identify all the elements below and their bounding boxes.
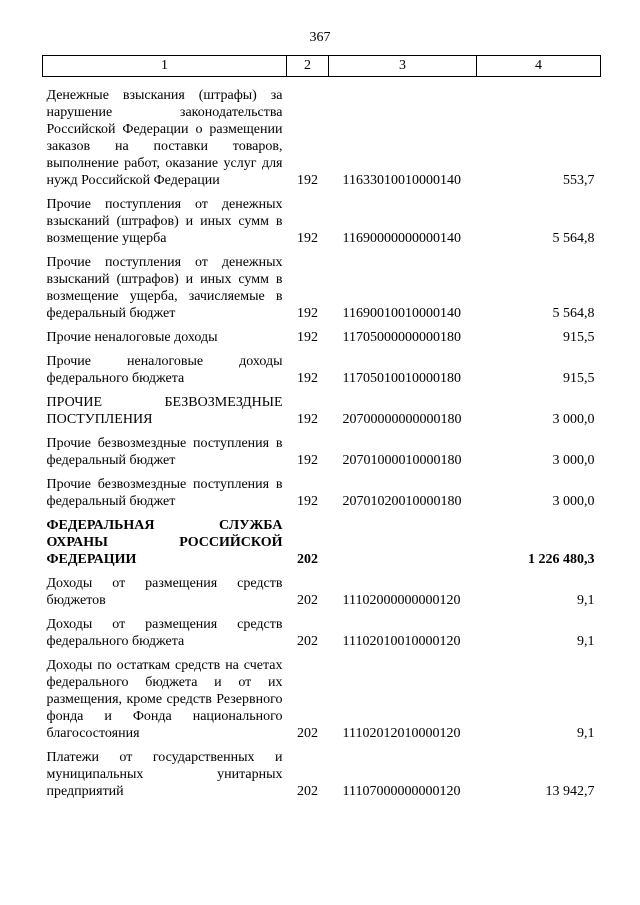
row-amount: 9,1 bbox=[577, 634, 595, 649]
table-row bbox=[43, 568, 601, 609]
row-admin-code: 192 bbox=[297, 231, 318, 246]
row-name: ФЕДЕРАЛЬНАЯ СЛУЖБА ОХРАНЫ РОССИЙСКОЙ ФЕДЕРАЦИИ bbox=[46, 518, 283, 567]
table-header-row bbox=[43, 56, 601, 77]
row-amount: 5 564,8 bbox=[552, 306, 595, 321]
header-col-3: 3 bbox=[329, 56, 477, 77]
header-col-2: 2 bbox=[287, 56, 329, 77]
row-admin-code: 202 bbox=[297, 552, 318, 567]
row-amount: 553,7 bbox=[563, 173, 595, 188]
row-revenue-code: 11107000000000120 bbox=[342, 784, 461, 799]
row-admin-code: 192 bbox=[297, 306, 318, 321]
row-admin-code: 202 bbox=[297, 784, 318, 799]
row-amount: 915,5 bbox=[563, 330, 595, 345]
table-row bbox=[43, 387, 601, 428]
table-row bbox=[43, 189, 601, 247]
row-admin-code: 202 bbox=[297, 726, 318, 741]
row-revenue-code: 11705010010000180 bbox=[342, 371, 461, 386]
row-name: ПРОЧИЕ БЕЗВОЗМЕЗДНЫЕ ПОСТУПЛЕНИЯ bbox=[46, 395, 283, 427]
row-revenue-code: 11102000000000120 bbox=[342, 593, 461, 608]
row-admin-code: 192 bbox=[297, 453, 318, 468]
row-name: Прочие поступления от денежных взысканий (штрафов) и иных сумм в возмещение ущерба, зачисляемые в федеральный бюджет bbox=[46, 255, 283, 321]
row-revenue-code: 11690010010000140 bbox=[342, 306, 461, 321]
header-col-1: 1 bbox=[43, 56, 287, 77]
row-name: Денежные взыскания (штрафы) за нарушение законодательства Российской Федерации о размещении заказов на поставки товаров, выполнение работ, оказание услуг для нужд Российской Федерации bbox=[46, 88, 283, 188]
row-name: Доходы от размещения средств федерального бюджета bbox=[46, 617, 283, 649]
row-name: Прочие неналоговые доходы федерального бюджета bbox=[46, 354, 283, 386]
row-revenue-code: 20701020010000180 bbox=[342, 494, 462, 509]
table-row bbox=[43, 77, 601, 190]
row-amount: 9,1 bbox=[577, 726, 595, 741]
row-name: Платежи от государственных и муниципальных унитарных предприятий bbox=[46, 750, 283, 799]
row-amount: 3 000,0 bbox=[552, 494, 595, 509]
row-admin-code: 192 bbox=[297, 173, 318, 188]
row-name: Прочие безвозмездные поступления в федеральный бюджет bbox=[46, 436, 283, 468]
row-revenue-code bbox=[329, 510, 477, 568]
row-revenue-code: 11102012010000120 bbox=[342, 726, 461, 741]
row-admin-code: 202 bbox=[297, 593, 318, 608]
row-admin-code: 202 bbox=[297, 634, 318, 649]
row-name: Доходы по остаткам средств на счетах федерального бюджета и от их размещения, кроме средств Резервного фонда и Фонда национального благосостояния bbox=[46, 658, 283, 741]
table-row bbox=[43, 469, 601, 510]
table-row bbox=[43, 428, 601, 469]
row-name: Доходы от размещения средств бюджетов bbox=[46, 576, 283, 608]
row-amount: 5 564,8 bbox=[552, 231, 595, 246]
table-row bbox=[43, 322, 601, 346]
row-admin-code: 192 bbox=[297, 371, 318, 386]
row-revenue-code: 20700000000000180 bbox=[342, 412, 462, 427]
header-col-4: 4 bbox=[477, 56, 601, 77]
row-revenue-code: 11690000000000140 bbox=[342, 231, 461, 246]
row-amount: 13 942,7 bbox=[545, 784, 595, 799]
table-row bbox=[43, 346, 601, 387]
row-amount: 9,1 bbox=[577, 593, 595, 608]
table-row-agency bbox=[43, 510, 601, 568]
row-amount: 915,5 bbox=[563, 371, 595, 386]
row-name: Прочие безвозмездные поступления в федеральный бюджет bbox=[46, 477, 283, 509]
row-amount: 3 000,0 bbox=[552, 453, 595, 468]
row-admin-code: 192 bbox=[297, 494, 318, 509]
table-row bbox=[43, 650, 601, 742]
table-row bbox=[43, 247, 601, 322]
table-row bbox=[43, 609, 601, 650]
table-row bbox=[43, 742, 601, 800]
row-admin-code: 192 bbox=[297, 330, 318, 345]
row-name: Прочие неналоговые доходы bbox=[46, 330, 218, 345]
budget-table bbox=[42, 55, 601, 800]
row-revenue-code: 11633010010000140 bbox=[342, 173, 461, 188]
row-admin-code: 192 bbox=[297, 412, 318, 427]
row-revenue-code: 20701000010000180 bbox=[342, 453, 462, 468]
row-revenue-code: 11705000000000180 bbox=[342, 330, 461, 345]
row-name: Прочие поступления от денежных взысканий (штрафов) и иных сумм в возмещение ущерба bbox=[46, 197, 283, 246]
row-revenue-code: 11102010010000120 bbox=[342, 634, 461, 649]
page-number: 367 bbox=[309, 30, 331, 45]
row-amount: 1 226 480,3 bbox=[528, 552, 595, 567]
row-amount: 3 000,0 bbox=[552, 412, 595, 427]
